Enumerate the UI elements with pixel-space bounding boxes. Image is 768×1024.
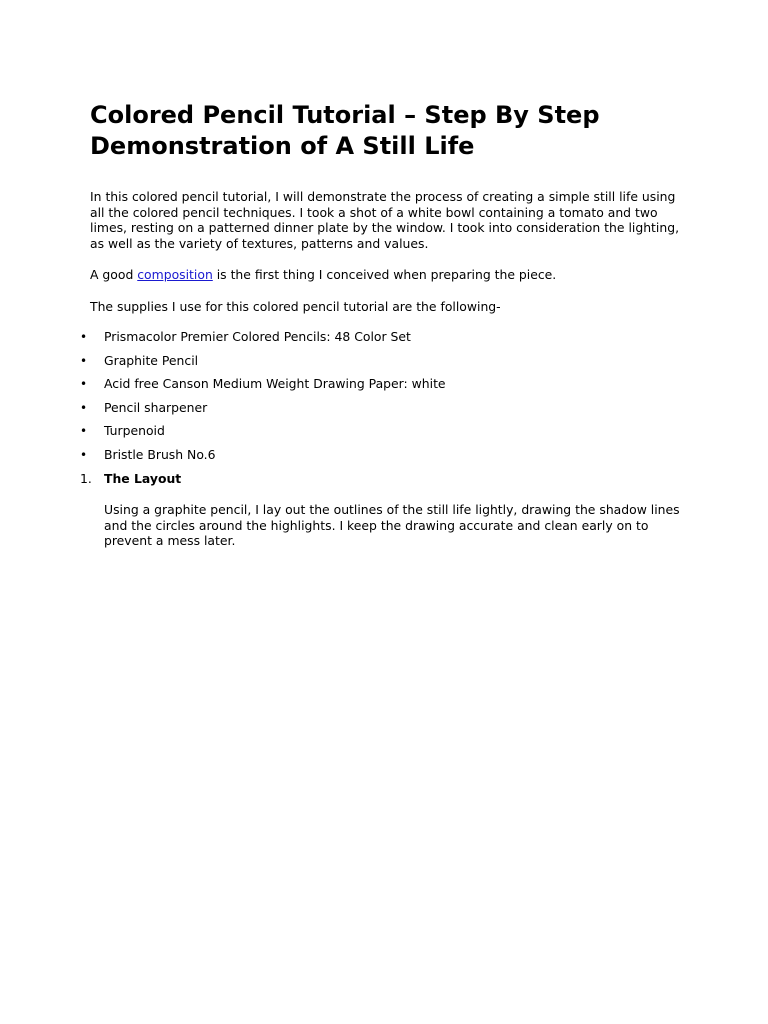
supply-item-text: Prismacolor Premier Colored Pencils: 48 Color Set	[104, 329, 411, 344]
list-item	[0, 353, 700, 377]
composition-text-before: A good	[90, 267, 138, 282]
list-item	[0, 423, 700, 447]
step-body: Using a graphite pencil, I lay out the outlines of the still life lightly, drawing the shadow lines and the circles around the highlights. I keep the drawing accurate and clean early on to prevent a mess later.	[104, 502, 680, 549]
bullet-icon: •	[80, 424, 88, 438]
bullet-icon: •	[80, 330, 88, 344]
intro-paragraph: In this colored pencil tutorial, I will demonstrate the process of creating a simple still life using all the colored pencil techniques. I took a shot of a white bowl containing a tomato and two limes, resting on a patterned dinner plate by the window. I took into consideration the lighting, as well as the variety of textures, patterns and values.	[90, 189, 680, 251]
supply-item-text: Graphite Pencil	[104, 352, 199, 368]
supplies-intro-paragraph: The supplies I use for this colored pencil tutorial are the following-	[90, 299, 501, 314]
composition-text-after: is the first thing I conceived when preparing the piece.	[212, 267, 557, 282]
list-item	[0, 447, 700, 471]
supply-item-text: Pencil sharpener	[104, 399, 208, 415]
bullet-icon: •	[80, 400, 88, 415]
bullet-icon: •	[80, 377, 88, 391]
page-title: Colored Pencil Tutorial – Step By Step Demonstration of A Still Life	[90, 101, 600, 160]
supply-item-text: Acid free Canson Medium Weight Drawing Paper: white	[104, 376, 446, 391]
list-item	[0, 400, 700, 424]
step-title: The Layout	[104, 471, 182, 486]
supply-item-text: Turpenoid	[104, 423, 165, 438]
list-item	[0, 376, 700, 400]
step-number: 1.	[80, 471, 92, 486]
composition-link[interactable]: composition	[137, 267, 213, 282]
supplies-list	[0, 329, 700, 470]
list-item	[0, 329, 700, 353]
bullet-icon: •	[80, 447, 88, 462]
composition-paragraph	[90, 267, 690, 283]
bullet-icon: •	[80, 353, 88, 368]
supply-item-text: Bristle Brush No.6	[104, 446, 216, 462]
